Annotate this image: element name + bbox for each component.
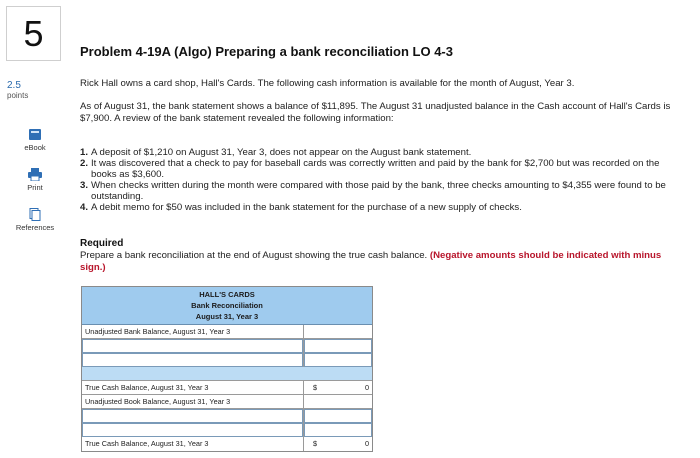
spacer-row bbox=[82, 367, 372, 381]
list-item bbox=[80, 158, 682, 180]
unadjusted-bank-balance-input[interactable] bbox=[304, 325, 372, 338]
true-cash-balance-bank-row bbox=[82, 381, 372, 395]
list-item bbox=[80, 180, 682, 202]
unadjusted-book-balance-input[interactable] bbox=[304, 395, 372, 408]
unadjusted-bank-balance-label: Unadjusted Bank Balance, August 31, Year 3 bbox=[82, 325, 304, 338]
bank-adjustment-amount-input[interactable] bbox=[304, 339, 372, 353]
book-adjustment-amount-input[interactable] bbox=[304, 423, 372, 437]
list-item-number: 1. bbox=[80, 147, 89, 158]
question-number-box bbox=[6, 6, 61, 61]
book-adjustment-description-input[interactable] bbox=[82, 409, 303, 423]
company-name: HALL'S CARDS bbox=[199, 290, 255, 299]
bank-adjustment-amount-input[interactable] bbox=[304, 353, 372, 367]
bank-adjustment-row bbox=[82, 339, 372, 353]
print-button[interactable] bbox=[0, 168, 70, 192]
points-value: 2.5 bbox=[7, 80, 21, 91]
references-icon bbox=[28, 208, 42, 221]
book-adjustment-amount-input[interactable] bbox=[304, 409, 372, 423]
list-item-number: 4. bbox=[80, 202, 89, 213]
list-item-number: 2. bbox=[80, 158, 89, 169]
bank-adjustment-description-input[interactable] bbox=[82, 353, 303, 367]
list-item-text: It was discovered that a check to pay for baseball cards was correctly written and paid by the bank for $2,700 but was recorded on the books as $3,600. bbox=[91, 158, 660, 180]
points-label: points bbox=[7, 91, 29, 100]
required-note: (Negative amounts should be indicated with minus sign.) bbox=[80, 250, 662, 273]
true-cash-balance-value: 0 bbox=[364, 383, 369, 392]
bank-reconciliation-table bbox=[81, 286, 373, 452]
statement-paragraph: As of August 31, the bank statement shows a balance of $11,895. The August 31 unadjusted balance in the Cash account of Hall's Cards is $7,900. A review of the bank statement revealed the following information: bbox=[80, 101, 671, 124]
list-item-text: A deposit of $1,210 on August 31, Year 3, does not appear on the August bank statement. bbox=[91, 147, 472, 158]
print-label: Print bbox=[27, 183, 43, 192]
true-cash-balance-value: 0 bbox=[364, 439, 369, 448]
printer-icon bbox=[28, 168, 42, 181]
true-cash-balance-label: True Cash Balance, August 31, Year 3 bbox=[82, 437, 304, 451]
bank-adjustment-description-input[interactable] bbox=[82, 339, 303, 353]
book-icon bbox=[28, 128, 42, 141]
information-list bbox=[80, 147, 682, 213]
book-adjustment-description-input[interactable] bbox=[82, 423, 303, 437]
book-adjustment-row bbox=[82, 409, 372, 423]
currency-symbol: $ bbox=[312, 439, 317, 448]
intro-paragraph: Rick Hall owns a card shop, Hall's Cards. The following cash information is available for the month of August, Year 3. bbox=[80, 78, 575, 89]
points-panel bbox=[7, 80, 67, 100]
true-cash-balance-label: True Cash Balance, August 31, Year 3 bbox=[82, 381, 304, 394]
ebook-button[interactable] bbox=[0, 128, 70, 152]
bank-adjustment-row bbox=[82, 353, 372, 367]
list-item-text: A debit memo for $50 was included in the bank statement for the purchase of a new supply of checks. bbox=[91, 202, 522, 213]
list-item-text: When checks written during the month were compared with those paid by the bank, three checks amounting to $4,355 were found to be outstanding. bbox=[91, 180, 666, 202]
unadjusted-book-balance-row bbox=[82, 395, 372, 409]
unadjusted-book-balance-label: Unadjusted Book Balance, August 31, Year 3 bbox=[82, 395, 304, 408]
required-text: Prepare a bank reconciliation at the end of August showing the true cash balance. bbox=[80, 250, 428, 261]
book-adjustment-row bbox=[82, 423, 372, 437]
list-item-number: 3. bbox=[80, 180, 89, 191]
statement-name: Bank Reconciliation bbox=[191, 301, 263, 310]
statement-date: August 31, Year 3 bbox=[195, 312, 259, 321]
list-item bbox=[80, 202, 682, 213]
required-instructions bbox=[80, 250, 680, 274]
required-heading: Required bbox=[80, 238, 124, 249]
question-number: 5 bbox=[23, 12, 44, 54]
references-label: References bbox=[15, 223, 55, 232]
true-cash-balance-book-row bbox=[82, 437, 372, 451]
table-header bbox=[82, 287, 372, 325]
ebook-label: eBook bbox=[24, 143, 46, 152]
currency-symbol: $ bbox=[312, 383, 317, 392]
unadjusted-bank-balance-row bbox=[82, 325, 372, 339]
problem-title: Problem 4-19A (Algo) Preparing a bank reconciliation LO 4-3 bbox=[80, 44, 453, 59]
references-button[interactable] bbox=[0, 208, 70, 232]
list-item bbox=[80, 147, 682, 158]
